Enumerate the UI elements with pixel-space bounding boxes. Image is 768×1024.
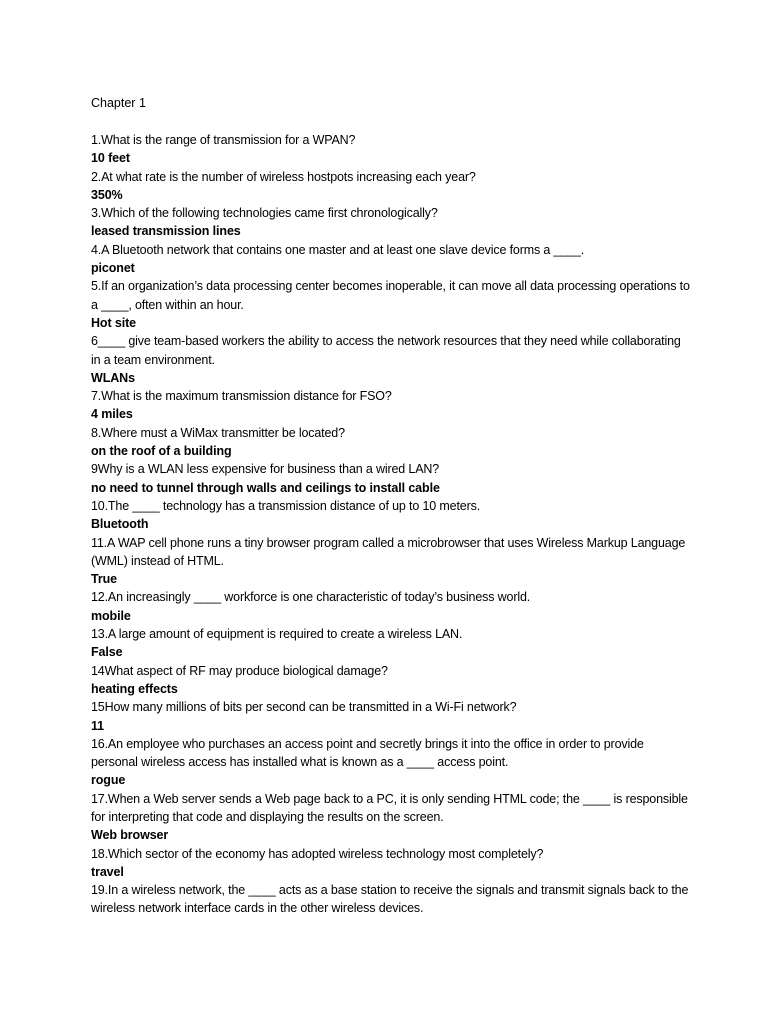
qa-item-3: [91, 204, 691, 241]
qa-item-15: [91, 698, 691, 735]
qa-item-9: [91, 460, 691, 497]
question-text: 7.What is the maximum transmission distance for FSO?: [91, 389, 392, 404]
question-text: 3.Which of the following technologies came first chronologically?: [91, 206, 438, 221]
answer-text: False: [91, 645, 123, 660]
question-text: 6____ give team-based workers the ability to access the network resources that they need while collaborating in a team environment.: [91, 334, 681, 367]
qa-item-11: [91, 534, 691, 589]
qa-item-17: [91, 790, 691, 845]
qa-item-2: [91, 168, 691, 205]
answer-text: leased transmission lines: [91, 224, 241, 239]
answer-text: no need to tunnel through walls and ceilings to install cable: [91, 480, 440, 495]
answer-text: Hot site: [91, 315, 137, 330]
answer-text: Web browser: [91, 828, 169, 843]
question-text: 13.A large amount of equipment is required to create a wireless LAN.: [91, 627, 463, 642]
answer-text: on the roof of a building: [91, 444, 232, 459]
chapter-title: Chapter 1: [91, 96, 146, 110]
question-text: 19.In a wireless network, the ____ acts as a base station to receive the signals and transmit signals back to the wireless network interface cards in the other wireless devices.: [91, 883, 689, 916]
question-text: 18.Which sector of the economy has adopted wireless technology most completely?: [91, 846, 544, 861]
answer-text: Bluetooth: [91, 517, 149, 532]
qa-item-1: [91, 131, 691, 168]
qa-item-4: [91, 241, 691, 278]
question-text: 14What aspect of RF may produce biological damage?: [91, 663, 388, 678]
question-text: 11.A WAP cell phone runs a tiny browser program called a microbrowser that uses Wireless Markup Language (WML) instead of HTML.: [91, 535, 686, 568]
question-text: 8.Where must a WiMax transmitter be located?: [91, 425, 345, 440]
question-text: 5.If an organization’s data processing center becomes inoperable, it can move all data processing operations to a ____, often within an hour.: [91, 279, 690, 312]
qa-item-7: [91, 387, 691, 424]
answer-text: mobile: [91, 608, 131, 623]
answer-text: 11: [91, 718, 105, 733]
qa-item-5: [91, 277, 691, 332]
question-text: 10.The ____ technology has a transmission distance of up to 10 meters.: [91, 498, 481, 513]
qa-item-19: [91, 881, 691, 918]
question-text: 4.A Bluetooth network that contains one master and at least one slave device forms a ____.: [91, 242, 585, 257]
answer-text: True: [91, 572, 117, 587]
answer-text: rogue: [91, 773, 126, 788]
question-text: 1.What is the range of transmission for a WPAN?: [91, 133, 356, 147]
qa-item-14: [91, 662, 691, 699]
answer-text: heating effects: [91, 681, 178, 696]
document-body: [91, 94, 691, 918]
qa-item-18: [91, 845, 691, 882]
qa-item-8: [91, 424, 691, 461]
answer-text: travel: [91, 864, 124, 879]
answer-text: WLANs: [91, 370, 135, 385]
question-text: 16.An employee who purchases an access point and secretly brings it into the office in order to provide personal wireless access has installed what is known as a ____ access point.: [91, 736, 644, 770]
qa-item-12: [91, 588, 691, 625]
answer-text: piconet: [91, 261, 135, 276]
answer-text: 350%: [91, 187, 123, 202]
question-text: 2.At what rate is the number of wireless hostpots increasing each year?: [91, 169, 476, 184]
qa-item-16: [91, 735, 691, 790]
qa-item-6: [91, 332, 691, 387]
qa-item-10: [91, 497, 691, 534]
qa-item-13: [91, 625, 691, 662]
answer-text: 10 feet: [91, 151, 130, 166]
question-text: 12.An increasingly ____ workforce is one characteristic of today’s business world.: [91, 590, 531, 605]
question-text: 17.When a Web server sends a Web page back to a PC, it is only sending HTML code; the ____ is responsible for interpreting that code and displaying the results on the screen.: [91, 791, 688, 824]
answer-text: 4 miles: [91, 407, 133, 422]
question-text: 9Why is a WLAN less expensive for business than a wired LAN?: [91, 462, 440, 477]
question-list: [91, 131, 691, 918]
question-text: 15How many millions of bits per second can be transmitted in a Wi-Fi network?: [91, 700, 517, 715]
